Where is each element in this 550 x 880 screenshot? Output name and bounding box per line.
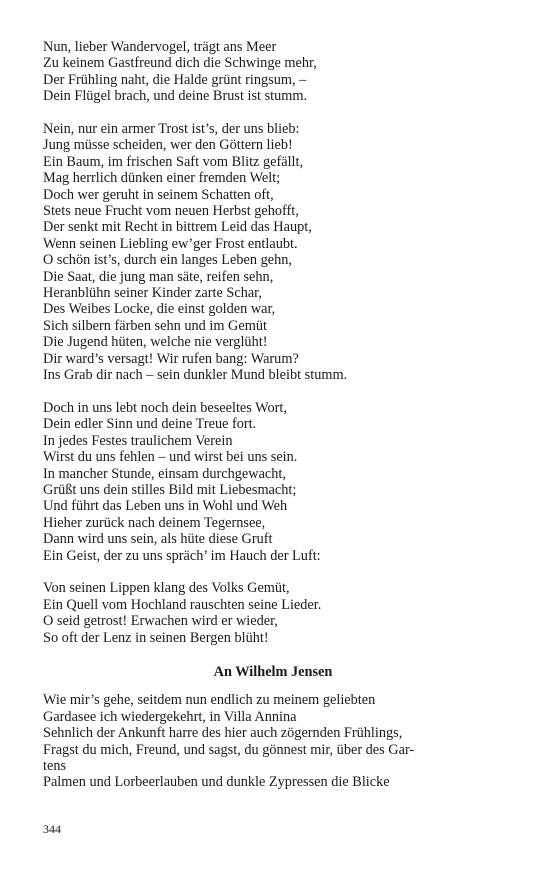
verse-line: Der Frühling naht, die Halde grünt ringsum, – [43, 71, 307, 88]
verse-line: Doch wer geruht in seinem Schatten oft, [43, 186, 274, 203]
verse-line: Gardasee ich wiedergekehrt, in Villa Annina [43, 708, 297, 725]
verse-line: Ins Grab dir nach – sein dunkler Mund bleibt stumm. [43, 367, 348, 384]
verse-line: Nein, nur ein armer Trost ist’s, der uns blieb: [43, 121, 300, 138]
verse-line: Die Jugend hüten, welche nie verglüht! [43, 334, 268, 351]
verse-line: Fragst du mich, Freund, und sagst, du gönnest mir, über des Gar- [43, 741, 415, 758]
verse-line: Die Saat, die jung man säte, reifen sehn, [43, 268, 274, 285]
verse-line: Wenn seinen Liebling ew’ger Frost entlaubt. [43, 235, 298, 252]
poem-text [43, 39, 513, 646]
verse-line: Heranblühn seiner Kinder zarte Schar, [43, 285, 262, 302]
stanza [43, 400, 513, 564]
verse-line: Mag herrlich dünken einer fremden Welt; [43, 170, 281, 187]
verse-line: Von seinen Lippen klang des Volks Gemüt, [43, 580, 290, 597]
verse-line: Dein edler Sinn und deine Treue fort. [43, 416, 257, 433]
verse-line: Ein Baum, im frischen Saft vom Blitz gefällt, [43, 153, 304, 170]
verse-line: Dein Flügel brach, und deine Brust ist stumm. [43, 88, 308, 105]
verse-line: Des Weibes Locke, die einst golden war, [43, 301, 276, 318]
verse-line: Nun, lieber Wandervogel, trägt ans Meer [43, 39, 277, 55]
verse-line: Doch in uns lebt noch dein beseeltes Wort, [43, 399, 287, 416]
verse-line: Grüßt uns dein stilles Bild mit Liebesmacht; [43, 481, 297, 498]
page-body [43, 39, 513, 791]
stanza [43, 39, 513, 105]
second-poem-text [43, 692, 513, 790]
verse-line: tens [43, 758, 67, 775]
verse-line: Wie mir’s gehe, seitdem nun endlich zu meinem geliebten [43, 692, 376, 709]
verse-line: Jung müsse scheiden, wer den Göttern lieb! [43, 137, 293, 154]
verse-line: Ein Quell vom Hochland rauschten seine Lieder. [43, 596, 322, 613]
verse-line: Dir ward’s versagt! Wir rufen bang: Warum? [43, 350, 299, 367]
stanza [43, 580, 513, 646]
verse-line: Ein Geist, der zu uns spräch’ im Hauch der Luft: [43, 547, 321, 564]
verse-line: O schön ist’s, durch ein langes Leben gehn, [43, 252, 292, 269]
verse-line: Sich silbern färben sehn und im Gemüt [43, 317, 267, 334]
verse-line: Sehnlich der Ankunft harre des hier auch zögernden Frühlings, [43, 725, 403, 742]
verse-line: Palmen und Lorbeerlauben und dunkle Zypressen die Blicke [43, 774, 390, 791]
verse-line: In mancher Stunde, einsam durchgewacht, [43, 465, 286, 482]
verse-line: O seid getrost! Erwachen wird er wieder, [43, 613, 278, 630]
verse-line: Dann wird uns sein, als hüte diese Gruft [43, 531, 273, 548]
verse-line: Hieher zurück nach deinem Tegernsee, [43, 514, 266, 531]
verse-line: Wirst du uns fehlen – und wirst bei uns sein. [43, 449, 298, 466]
verse-line: Der senkt mit Recht in bittrem Leid das Haupt, [43, 219, 312, 236]
verse-line: Und führt das Leben uns in Wohl und Weh [43, 498, 288, 515]
page-number: 344 [43, 822, 61, 836]
poem-heading: An Wilhelm Jensen [213, 663, 333, 680]
stanza [43, 121, 513, 384]
verse-line: So oft der Lenz in seinen Bergen blüht! [43, 629, 269, 646]
verse-line: Stets neue Frucht vom neuen Herbst gehofft, [43, 203, 299, 220]
verse-line: Zu keinem Gastfreund dich die Schwinge mehr, [43, 55, 317, 72]
verse-line: In jedes Festes traulichem Verein [43, 432, 233, 449]
